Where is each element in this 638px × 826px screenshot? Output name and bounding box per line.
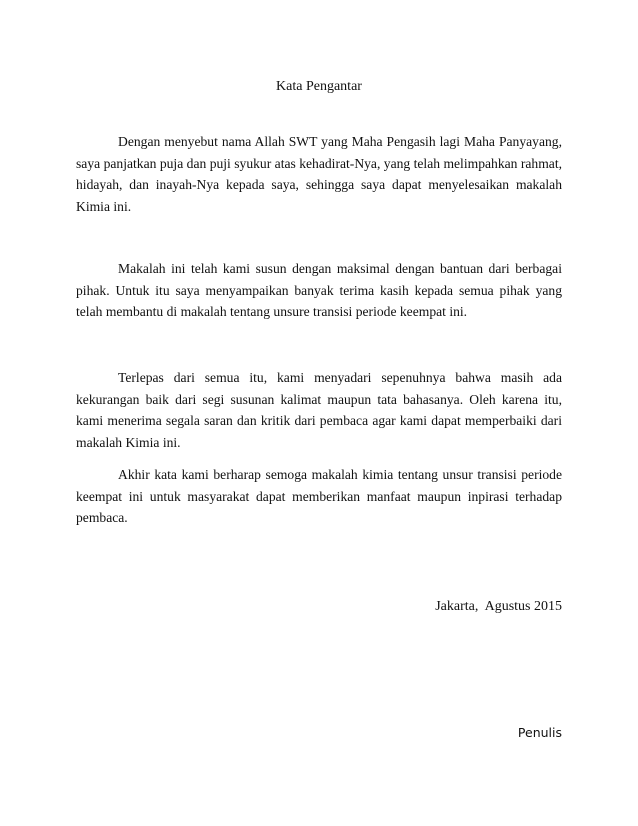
page-title: Kata Pengantar bbox=[276, 79, 362, 94]
author-signature: Penulis bbox=[517, 725, 562, 740]
paragraph-intro: Dengan menyebut nama Allah SWT yang Maha Pengasih lagi Maha Panyayang, saya panjatkan puja dan puji syukur atas kehadirat-Nya, yang telah melimpahkan rahmat, hidayah, dan inayah-Nya kepada saya, sehingga saya dapat menyelesaikan makalah Kimia ini. bbox=[76, 134, 562, 214]
paragraph-limitations: Terlepas dari semua itu, kami menyadari sepenuhnya bahwa masih ada kekurangan baik dari segi susunan kalimat maupun tata bahasanya. Oleh karena itu, kami menerima segala saran dan kritik dari pembaca agar kami dapat memperbaiki dari makalah Kimia ini. bbox=[76, 370, 562, 450]
paragraph-closing: Akhir kata kami berharap semoga makalah kimia tentang unsur transisi periode keempat ini untuk masyarakat dapat memberikan manfaat maupun inpirasi terhadap pembaca. bbox=[76, 467, 562, 525]
paragraph-acknowledgement: Makalah ini telah kami susun dengan maksimal dengan bantuan dari berbagai pihak. Untuk itu saya menyampaikan banyak terima kasih kepada semua pihak yang telah membantu di makalah tentang unsure transisi periode keempat ini. bbox=[76, 261, 562, 319]
place-date: Jakarta, Agustus 2015 bbox=[435, 599, 562, 614]
